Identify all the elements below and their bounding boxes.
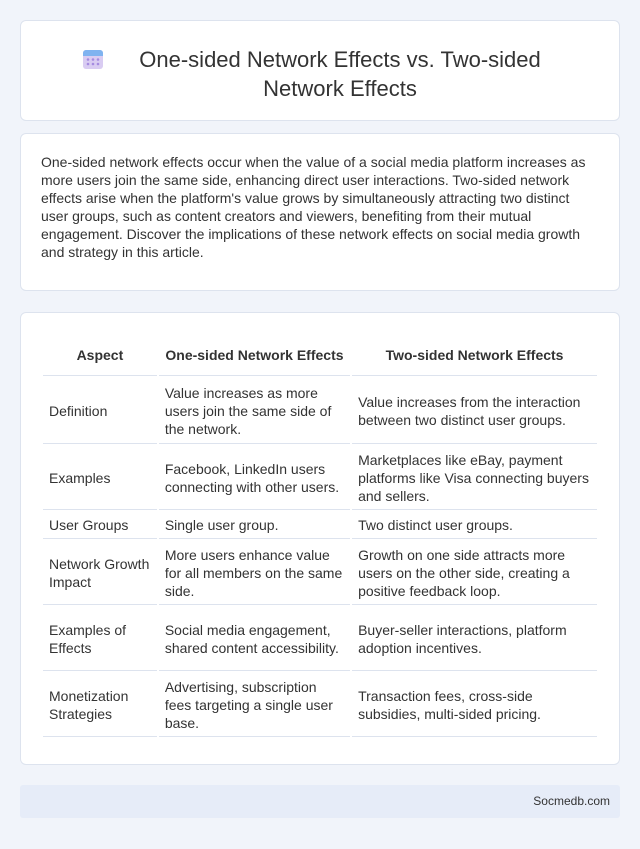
page-title: One-sided Network Effects vs. Two-sided Network Effects [139, 47, 541, 101]
one-sided-cell: Advertising, subscription fees targeting a single user base. [159, 673, 350, 737]
source-link[interactable]: Socmedb.com [533, 794, 610, 808]
header-card [20, 20, 620, 121]
one-sided-cell: Single user group. [159, 512, 350, 539]
one-sided-cell: Social media engagement, shared content accessibility. [159, 607, 350, 671]
header [21, 45, 619, 103]
comparison-table-card [20, 312, 620, 765]
two-sided-cell: Buyer-seller interactions, platform adoption incentives. [352, 607, 597, 671]
aspect-cell: Definition [43, 378, 157, 444]
one-sided-cell: More users enhance value for all members on the same side. [159, 541, 350, 605]
table-row [43, 446, 597, 510]
intro-card [20, 133, 620, 291]
one-sided-cell: Value increases as more users join the same side of the network. [159, 378, 350, 444]
comparison-table [41, 333, 599, 739]
two-sided-cell: Two distinct user groups. [352, 512, 597, 539]
table-row [43, 541, 597, 605]
table-row [43, 378, 597, 444]
two-sided-cell: Value increases from the interaction between two distinct user groups. [352, 378, 597, 444]
two-sided-cell: Transaction fees, cross-side subsidies, multi-sided pricing. [352, 673, 597, 737]
aspect-cell: Examples [43, 446, 157, 510]
column-header-one-sided: One-sided Network Effects [159, 335, 350, 376]
two-sided-cell: Growth on one side attracts more users on the other side, creating a positive feedback loop. [352, 541, 597, 605]
aspect-cell: User Groups [43, 512, 157, 539]
one-sided-cell: Facebook, LinkedIn users connecting with other users. [159, 446, 350, 510]
column-header-aspect: Aspect [43, 335, 157, 376]
table-row [43, 673, 597, 737]
aspect-cell: Network Growth Impact [43, 541, 157, 605]
two-sided-cell: Marketplaces like eBay, payment platforms like Visa connecting buyers and sellers. [352, 446, 597, 510]
table-row [43, 607, 597, 671]
aspect-cell: Monetization Strategies [43, 673, 157, 737]
table-header-row [43, 335, 597, 376]
intro-paragraph: One-sided network effects occur when the value of a social media platform increases as more users join the same side, enhancing direct user interactions. Two-sided network effects arise when the platform's value grows by simultaneously attracting two distinct user groups, such as content creators and viewers, benefiting from their mutual engagement. Discover the implications of these network effects on social media growth and strategy in this article. [41, 154, 586, 260]
calendar-grid-icon [81, 47, 105, 71]
aspect-cell: Examples of Effects [43, 607, 157, 671]
column-header-two-sided: Two-sided Network Effects [352, 335, 597, 376]
table-row [43, 512, 597, 539]
footer [20, 785, 620, 818]
